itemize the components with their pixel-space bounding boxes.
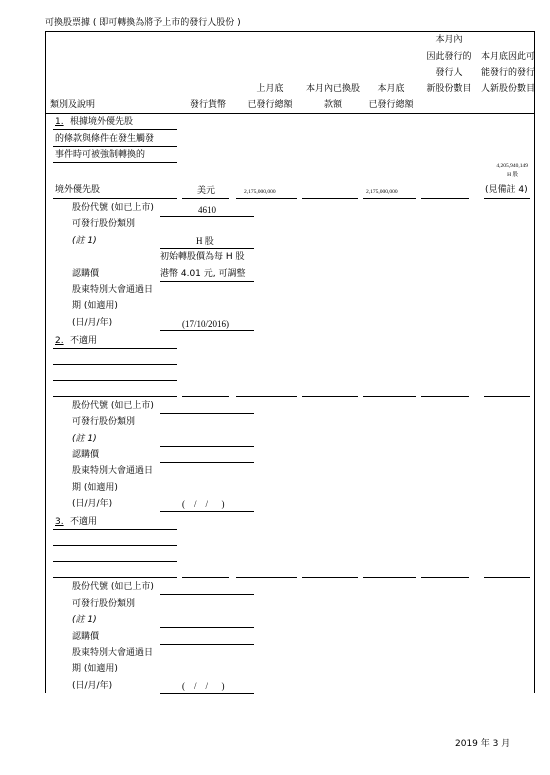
section-3-title: 不適用 [70,517,98,527]
section-1-price-label: 認購價 [72,269,100,279]
section-2-stock-code-label: 股份代號 (如已上市) [72,401,154,411]
section-1-stock-code-label: 股份代號 (如已上市) [72,203,154,213]
header-future-3: 人新股份數目 [480,84,535,94]
section-1-price-line-2: 港幣 4.01 元, 可調整 [160,269,246,279]
header-issuable-2: 因此發行的 [426,52,472,62]
header-issuable-3: 發行人 [435,68,463,78]
header-converted-1: 本月內已換股 [305,84,360,94]
footer-date: 2019 年 3 月 [455,739,511,749]
section-1-class-label: 可發行股份類別 [72,219,136,229]
section-1-price-line-1: 初始轉股價為每 H 股 [160,252,245,262]
section-3-date-label: (日/月/年) [72,681,113,691]
header-future-1: 本月底因此可 [480,52,535,62]
section-2-class-label: 可發行股份類別 [72,417,136,427]
header-prev-total-1: 上月底 [256,84,284,94]
section-1-title-line-3: 事件時可被強制轉換的 [55,150,146,160]
section-3-number: 3. [55,517,64,527]
section-2-price-label: 認購價 [72,450,100,460]
section-1-stock-code: 4610 [198,205,216,215]
section-3-approval-label-1: 股東特別大會通過日 [72,648,154,658]
section-2-title: 不適用 [70,336,98,346]
section-2-number: 2. [55,336,64,346]
section-2-date-value: ( / / ) [182,499,225,509]
header-issuable-4: 新股份數目 [426,84,472,94]
section-1-note-label: (註 1) [72,236,97,246]
section-1-currency: 美元 [197,185,216,195]
section-2-approval-label-1: 股東特別大會通過日 [72,466,154,476]
section-1-month-end-total: 2,175,000,000 [366,189,398,195]
section-3-note-label: (註 1) [72,615,97,625]
section-1-future-note: (見備註 4) [485,185,528,195]
section-3-price-label: 認購價 [72,632,100,642]
document-title: 可換股票據 ( 即可轉換為將予上市的發行人股份 ) [45,18,241,28]
section-3-date-value: ( / / ) [182,681,225,691]
section-1-approval-label-2: 期 (如適用) [72,301,118,311]
header-month-end-1: 本月底 [377,84,405,94]
future-shares-value: 4,205,940,149 [496,163,528,169]
header-currency: 發行貨幣 [190,100,227,110]
form-table [45,31,535,693]
section-1-date-value: (17/10/2016) [182,319,229,329]
section-2-note-label: (註 1) [72,434,97,444]
section-3-stock-code-label: 股份代號 (如已上市) [72,582,154,592]
header-issuable-1: 本月內 [435,35,463,45]
future-shares-class: H 股 [507,172,518,178]
header-prev-total-2: 已發行總額 [247,100,293,110]
header-future-2: 能發行的發行 [480,68,535,78]
header-divider [45,113,535,114]
section-1-prev-total: 2,175,000,000 [244,189,276,195]
section-1-number: 1. [55,117,64,127]
header-converted-2: 款額 [323,100,342,110]
section-1-title-line-1: 根據境外優先股 [70,117,134,127]
header-category: 類別及說明 [50,100,96,110]
section-1-title-line-2: 的條款與條件在發生觸發 [55,134,155,144]
section-3-class-label: 可發行股份類別 [72,599,136,609]
section-1-share-class: H 股 [196,236,214,246]
section-1-name: 境外優先股 [55,185,101,195]
header-month-end-2: 已發行總額 [368,100,414,110]
section-2-approval-label-2: 期 (如適用) [72,483,118,493]
section-1-date-label: (日/月/年) [72,318,113,328]
section-2-date-label: (日/月/年) [72,499,113,509]
section-3-approval-label-2: 期 (如適用) [72,664,118,674]
section-1-approval-label-1: 股東特別大會通過日 [72,285,154,295]
